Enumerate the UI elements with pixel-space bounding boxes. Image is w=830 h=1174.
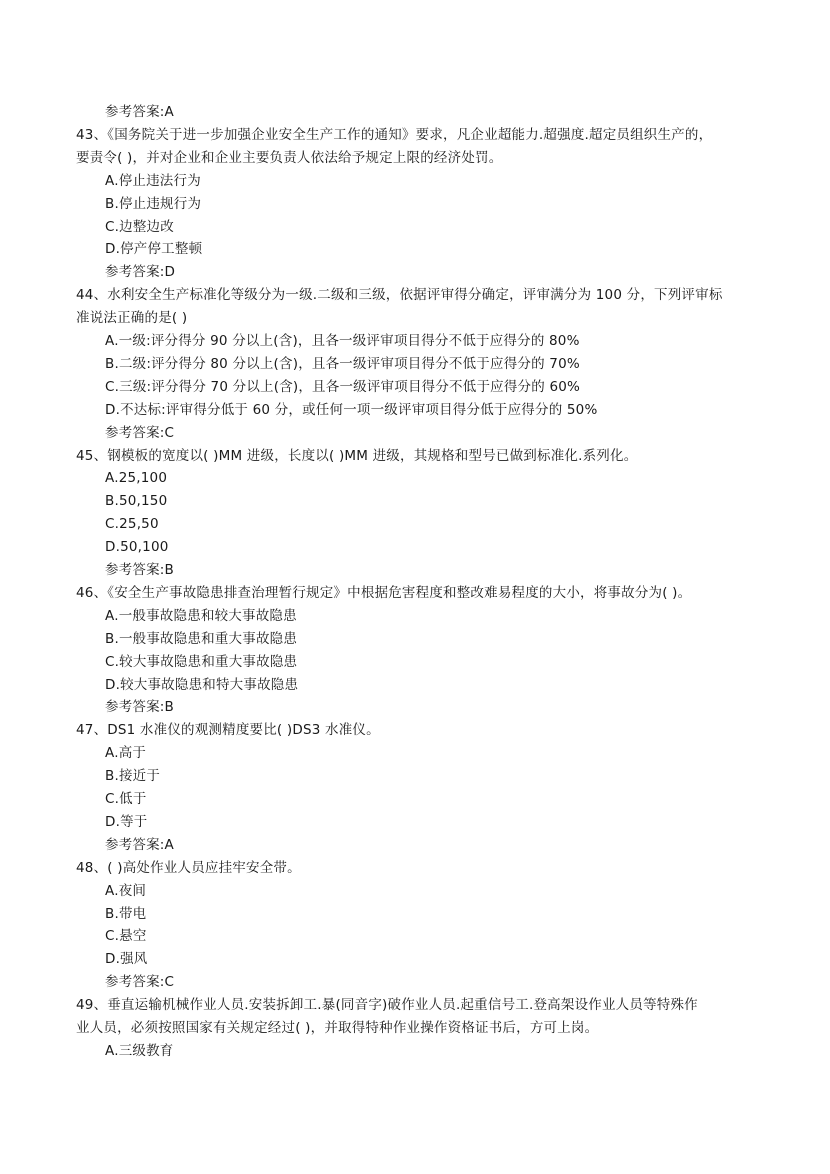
answer-option: B.接近于 bbox=[105, 768, 161, 785]
question-text: 要责令( )，并对企业和企业主要负责人依法给予规定上限的经济处罚。 bbox=[76, 149, 503, 166]
answer-option: C.25,50 bbox=[105, 516, 159, 533]
question-text: 43、《国务院关于进一步加强企业安全生产工作的通知》要求，凡企业超能力.超强度.超定员组织生产的， bbox=[76, 126, 713, 143]
answer-option: A.一般事故隐患和较大事故隐患 bbox=[105, 607, 297, 624]
answer-option: A.高于 bbox=[105, 745, 147, 762]
question-text: 46、《安全生产事故隐患排查治理暂行规定》中根据危害程度和整改难易程度的大小，将事故分为( )。 bbox=[76, 584, 692, 601]
question-text: 48、( )高处作业人员应挂牢安全带。 bbox=[76, 859, 301, 876]
answer-option: C.三级:评分得分 70 分以上(含)，且各一级评审项目得分不低于应得分的 60% bbox=[105, 378, 581, 395]
answer-option: B.一般事故隐患和重大事故隐患 bbox=[105, 630, 298, 647]
answer-option: C.边整边改 bbox=[105, 218, 174, 235]
answer-option: A.三级教育 bbox=[105, 1042, 174, 1059]
answer-option: D.停产停工整顿 bbox=[105, 241, 203, 258]
answer-option: A.一级:评分得分 90 分以上(含)，且各一级评审项目得分不低于应得分的 80% bbox=[105, 333, 580, 349]
answer-option: A.夜间 bbox=[105, 882, 147, 899]
answer-option: D.等于 bbox=[105, 813, 148, 830]
reference-answer: 参考答案:D bbox=[105, 264, 176, 281]
reference-answer: 参考答案:B bbox=[105, 562, 175, 578]
answer-option: B.带电 bbox=[105, 905, 147, 922]
answer-option: C.低于 bbox=[105, 791, 147, 807]
reference-answer: 参考答案:B bbox=[105, 699, 175, 716]
question-text: 49、垂直运输机械作业人员.安装拆卸工.暴(同音字)破作业人员.起重信号工.登高架设作业人员等特殊作 bbox=[76, 997, 698, 1014]
answer-option: B.50,150 bbox=[105, 493, 168, 510]
answer-option: B.停止违规行为 bbox=[105, 195, 202, 212]
answer-option: A.25,100 bbox=[105, 470, 168, 487]
reference-answer: 参考答案:C bbox=[105, 974, 175, 991]
question-text: 47、DS1 水准仪的观测精度要比( )DS3 水准仪。 bbox=[76, 722, 380, 739]
question-text: 44、水利安全生产标准化等级分为一级.二级和三级，依据评审得分确定，评审满分为 100 分，下列评审标 bbox=[76, 287, 723, 304]
answer-option: A.停止违法行为 bbox=[105, 172, 201, 189]
answer-option: C.悬空 bbox=[105, 928, 147, 945]
reference-answer: 参考答案:A bbox=[105, 836, 174, 853]
answer-option: D.不达标:评审得分低于 60 分，或任何一项一级评审项目得分低于应得分的 50% bbox=[105, 401, 598, 418]
question-text: 业人员，必须按照国家有关规定经过( )，并取得特种作业操作资格证书后，方可上岗。 bbox=[76, 1020, 599, 1036]
answer-option: D.强风 bbox=[105, 951, 148, 968]
answer-option: B.二级:评分得分 80 分以上(含)，且各一级评审项目得分不低于应得分的 70% bbox=[105, 355, 580, 372]
question-text: 准说法正确的是( ) bbox=[76, 310, 188, 327]
answer-option: D.较大事故隐患和特大事故隐患 bbox=[105, 676, 299, 693]
reference-answer: 参考答案:C bbox=[105, 424, 175, 441]
answer-option: D.50,100 bbox=[105, 539, 169, 556]
reference-answer: 参考答案:A bbox=[105, 104, 174, 120]
question-text: 45、钢模板的宽度以( )MM 进级，长度以( )MM 进级，其规格和型号已做到标准化.系列化。 bbox=[76, 447, 638, 464]
answer-option: C.较大事故隐患和重大事故隐患 bbox=[105, 653, 298, 670]
